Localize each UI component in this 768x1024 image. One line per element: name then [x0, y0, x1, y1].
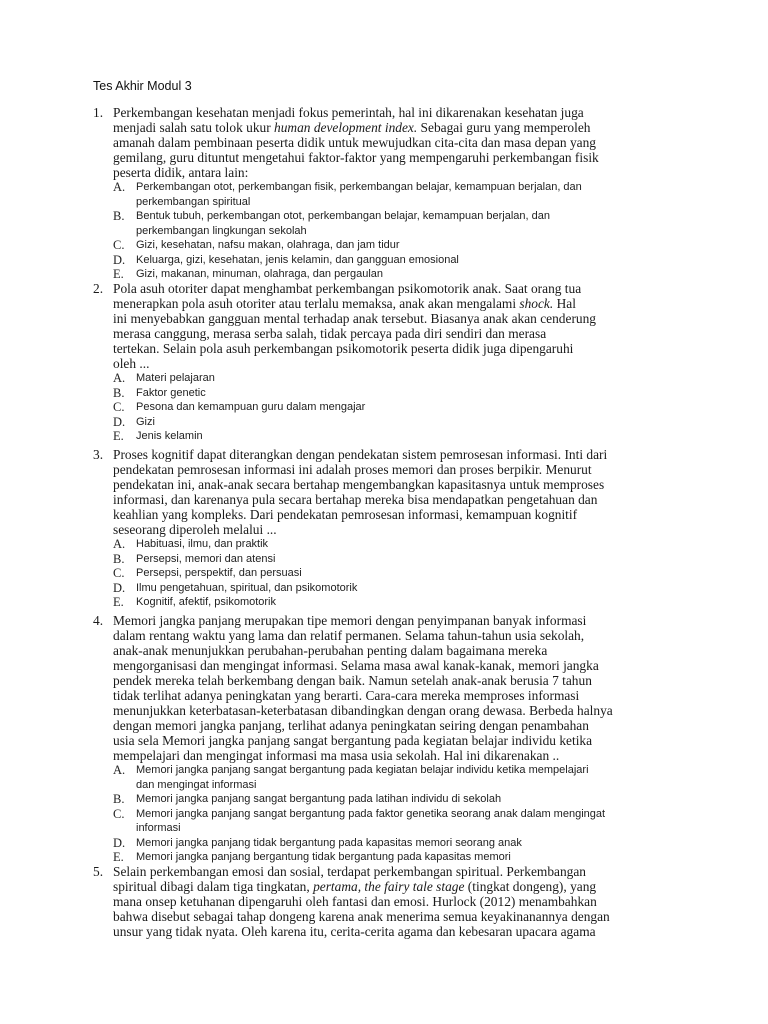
option-letter: E. — [113, 429, 124, 443]
question-text-line: tertekan. Selain pola asuh perkembangan psikomotorik peserta didik juga dipengaruhi — [113, 341, 574, 356]
question-text-line: pendekatan pemrosesan informasi ini adalah proses memori dan proses berpikir. Menurut — [113, 462, 592, 477]
option-text-line: Ilmu pengetahuan, spiritual, dan psikomotorik — [136, 581, 358, 594]
option-text-line: Jenis kelamin — [136, 430, 203, 442]
answer-option — [113, 595, 678, 610]
question-text-line: Pola asuh otoriter dapat menghambat perkembangan psikomotorik anak. Saat orang tua — [113, 281, 582, 296]
question-text-line: gemilang, guru dituntut mengetahui faktor-faktor yang mempengaruhi perkembangan fisik — [113, 150, 599, 165]
option-letter: A. — [113, 371, 126, 385]
answer-option — [113, 552, 678, 567]
option-text-line: Memori jangka panjang bergantung tidak bergantung pada kapasitas memori — [136, 851, 511, 863]
question-text-line: informasi, dan karenanya pula secara bertahap mereka bisa mendapatkan pengetahuan dan — [113, 492, 598, 507]
question-text-line: oleh ... — [113, 356, 150, 371]
question-number: 1. — [93, 105, 104, 120]
option-text-line: Pesona dan kemampuan guru dalam mengajar — [136, 401, 366, 413]
question-text — [113, 105, 678, 180]
question-text-line: mempelajari dan mengingat informasi ma masa usia sekolah. Hal ini dikarenakan .. — [113, 748, 560, 763]
answer-options — [113, 763, 678, 865]
option-text-line: Persepsi, memori dan atensi — [136, 552, 276, 565]
question-text — [113, 447, 678, 537]
option-letter: A. — [113, 537, 126, 551]
question-text-line: spiritual dibagi dalam tiga tingkatan, pertama, the fairy tale stage (tingkat dongeng), yang — [113, 879, 597, 894]
answer-option — [113, 209, 678, 238]
option-letter: B. — [113, 551, 125, 566]
question-number: 5. — [93, 864, 104, 879]
question-text-line: bahwa disebut sebagai tahap dongeng karena anak menerima semua keyakinanannya dengan — [113, 909, 610, 924]
italic-term: pertama, the fairy tale stage — [313, 879, 465, 894]
option-letter: D. — [113, 835, 126, 850]
option-text-line: perkembangan spiritual — [136, 195, 251, 208]
question-text-line: dengan memori jangka panjang, terlihat adanya peningkatan seiring dengan penambahan — [113, 718, 589, 733]
question-text-line: menerapkan pola asuh otoriter atau terlalu memaksa, anak akan mengalami shock. Hal — [113, 296, 576, 311]
answer-option — [113, 400, 678, 415]
answer-option — [113, 537, 678, 552]
option-text-line: perkembangan lingkungan sekolah — [136, 224, 307, 237]
question-text-line: Perkembangan kesehatan menjadi fokus pemerintah, hal ini dikarenakan kesehatan juga — [113, 105, 584, 120]
answer-option — [113, 566, 678, 581]
question-text-line: anak-anak menunjukkan perubahan-perubahan penting dalam bagaimana mereka — [113, 643, 548, 658]
italic-term: human development index. — [274, 120, 418, 135]
question-text-line: ini menyebabkan gangguan mental terhadap anak tersebut. Biasanya anak akan cenderung — [113, 311, 596, 326]
answer-option — [113, 415, 678, 430]
option-text-line: Persepsi, perspektif, dan persuasi — [136, 567, 302, 579]
answer-options — [113, 537, 678, 610]
option-text-line: Perkembangan otot, perkembangan fisik, perkembangan belajar, kemampuan berjalan, dan — [136, 181, 582, 193]
option-text-line: Keluarga, gizi, kesehatan, jenis kelamin, dan gangguan emosional — [136, 253, 459, 266]
answer-option — [113, 267, 678, 282]
question-5 — [93, 864, 678, 939]
question-2 — [93, 281, 678, 444]
option-letter: E. — [113, 267, 124, 281]
option-text-line: Materi pelajaran — [136, 372, 215, 384]
option-text-line: Memori jangka panjang sangat bergantung pada faktor genetika seorang anak dalam mengingat — [136, 807, 606, 820]
answer-option — [113, 429, 678, 444]
question-text-line: tidak terlihat adanya peningkatan yang berarti. Cara-cara mereka memproses informasi — [113, 688, 580, 703]
option-text-line: Faktor genetic — [136, 386, 206, 399]
question-text-line: mana onsep ketuhanan dipengaruhi oleh fantasi dan emosi. Hurlock (2012) menambahkan — [113, 894, 597, 909]
answer-option — [113, 792, 678, 807]
question-text-line: Memori jangka panjang merupakan tipe memori dengan penyimpanan banyak informasi — [113, 613, 587, 628]
answer-option — [113, 238, 678, 253]
answer-option — [113, 836, 678, 851]
option-letter: A. — [113, 180, 126, 194]
question-text-line: pendek mereka telah berkembang dengan baik. Namun setelah anak-anak berusia 7 tahun — [113, 673, 592, 688]
question-text-line: amanah dalam pembinaan peserta didik untuk mewujudkan cita-cita dan masa depan yang — [113, 135, 597, 150]
question-number: 2. — [93, 281, 104, 296]
question-text-line: Selain perkembangan emosi dan sosial, terdapat perkembangan spiritual. Perkembangan — [113, 864, 586, 879]
question-4 — [93, 613, 678, 865]
option-letter: B. — [113, 792, 125, 806]
option-letter: E. — [113, 850, 124, 864]
question-text-line: menjadi salah satu tolok ukur human development index. Sebagai guru yang memperoleh — [113, 120, 591, 135]
question-text — [113, 281, 678, 371]
question-text-line: menunjukkan keterbatasan-keterbatasan dibandingkan dengan orang dewasa. Berbeda halnya — [113, 703, 613, 718]
option-letter: D. — [113, 252, 126, 267]
question-text-line: Proses kognitif dapat diterangkan dengan pendekatan sistem pemrosesan informasi. Inti dari — [113, 447, 608, 462]
question-text-line: dalam rentang waktu yang lama dan relatif permanen. Selama tahun-tahun usia sekolah, — [113, 628, 585, 643]
option-text-line: Habituasi, ilmu, dan praktik — [136, 538, 269, 550]
option-text-line: Memori jangka panjang sangat bergantung pada kegiatan belajar individu ketika mempelajari — [136, 764, 589, 776]
answer-options — [113, 180, 678, 282]
option-letter: C. — [113, 238, 125, 252]
option-text-line: Gizi, makanan, minuman, olahraga, dan pergaulan — [136, 268, 384, 280]
option-letter: D. — [113, 414, 126, 429]
option-text-line: Gizi — [136, 415, 155, 428]
question-text-line: pendekatan ini, anak-anak secara bertahap mengembangkan kapasitasnya untuk memproses — [113, 477, 605, 492]
option-text-line: Memori jangka panjang sangat bergantung pada latihan individu di sekolah — [136, 793, 502, 805]
question-text-line: peserta didik, antara lain: — [113, 165, 249, 180]
option-text-line: Memori jangka panjang tidak bergantung pada kapasitas memori seorang anak — [136, 836, 522, 849]
question-number: 3. — [93, 447, 104, 462]
answer-options — [113, 371, 678, 444]
option-letter: C. — [113, 806, 125, 821]
answer-option — [113, 371, 678, 386]
question-text — [113, 613, 678, 763]
option-text-line: Gizi, kesehatan, nafsu makan, olahraga, dan jam tidur — [136, 239, 400, 251]
option-letter: B. — [113, 385, 125, 400]
answer-option — [113, 581, 678, 596]
question-text-line: seseorang diperoleh melalui ... — [113, 522, 277, 537]
question-text-line: merasa canggung, merasa serba salah, tidak percaya pada diri sendiri dan merasa — [113, 326, 547, 341]
document-title: Tes Akhir Modul 3 — [93, 79, 192, 93]
answer-option — [113, 386, 678, 401]
option-letter: A. — [113, 763, 126, 777]
answer-option — [113, 763, 678, 792]
question-text-line: unsur yang tidak nyata. Oleh karena itu, cerita-cerita agama dan kebesaran upacara agama — [113, 924, 596, 939]
option-letter: B. — [113, 209, 125, 223]
option-text-line: dan mengingat informasi — [136, 778, 257, 791]
italic-term: shock. — [519, 296, 554, 311]
question-text-line: mengorganisasi dan mengingat informasi. Selama masa awal kanak-kanak, memori jangka — [113, 658, 599, 673]
question-1 — [93, 105, 678, 282]
option-letter: C. — [113, 400, 125, 414]
question-text — [113, 864, 678, 939]
answer-option — [113, 180, 678, 209]
answer-option — [113, 850, 678, 865]
answer-option — [113, 253, 678, 268]
option-letter: E. — [113, 595, 124, 609]
option-text-line: informasi — [136, 822, 181, 834]
question-text-line: usia sela Memori jangka panjang sangat bergantung pada kegiatan belajar individu ketika — [113, 733, 593, 748]
option-letter: D. — [113, 580, 126, 595]
option-letter: C. — [113, 566, 125, 580]
question-text-line: keahlian yang kompleks. Dari pendekatan pemrosesan informasi, kemampuan kognitif — [113, 507, 578, 522]
question-3 — [93, 447, 678, 610]
question-number: 4. — [93, 613, 104, 628]
answer-option — [113, 807, 678, 836]
option-text-line: Bentuk tubuh, perkembangan otot, perkembangan belajar, kemampuan berjalan, dan — [136, 210, 551, 222]
option-text-line: Kognitif, afektif, psikomotorik — [136, 596, 277, 608]
